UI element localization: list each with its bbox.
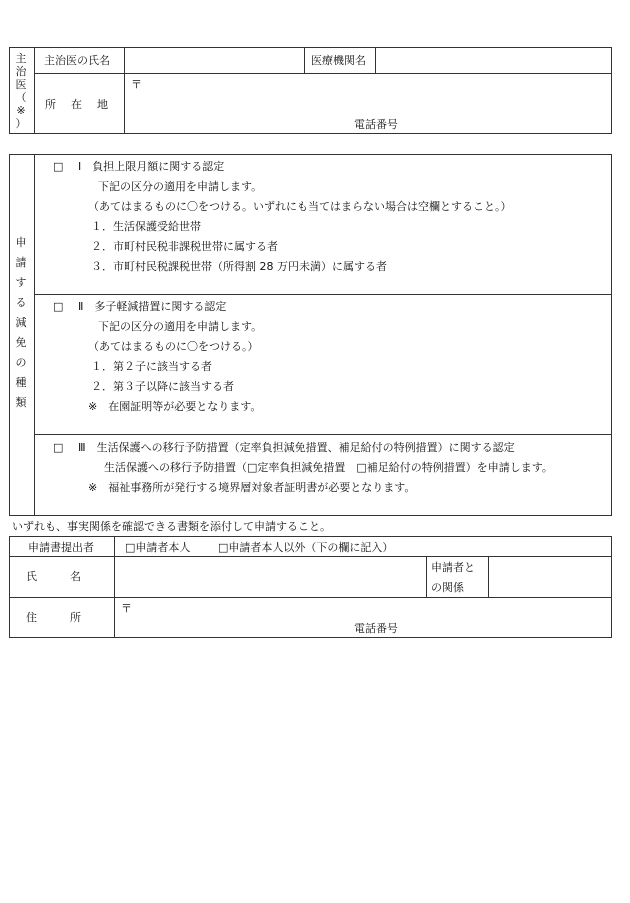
- relation-label-line1: 申請者と: [431, 561, 475, 574]
- cat3-heading: Ⅲ 生活保護への移行予防措置（定率負担減免措置、補足給付の特例措置）に関する認定: [78, 441, 515, 454]
- applicant-address-label: 住 所: [26, 611, 81, 624]
- applicant-address-field[interactable]: [116, 598, 611, 618]
- cat2-line2: （あてはまるものに〇をつける。）: [88, 340, 259, 353]
- doctor-address-field[interactable]: [126, 74, 611, 114]
- option-other[interactable]: □申請者本人以外（下の欄に記入）: [218, 541, 394, 554]
- cat1-checkbox[interactable]: □: [53, 160, 64, 173]
- reduction-row-divider-1: [34, 294, 612, 295]
- applicant-name-label: 氏 名: [26, 570, 81, 583]
- doctor-divider-2: [124, 47, 125, 134]
- cat1-heading: Ⅰ 負担上限月額に関する認定: [78, 160, 225, 173]
- doctor-divider-1: [34, 47, 35, 134]
- relation-label-line2: の関係: [431, 581, 464, 594]
- doctor-divider-3: [304, 47, 305, 73]
- cat1-line2: （あてはまるものに〇をつける。いずれにも当てはまらない場合は空欄とすること。）: [88, 200, 512, 213]
- cat2-item-2[interactable]: ２．第３子以降に該当する者: [91, 380, 234, 393]
- cat3-line1: 生活保護への移行予防措置（□定率負担減免措置 □補足給付の特例措置）を申請します。: [104, 461, 553, 474]
- doctor-section-label: 主 治 医 （ ※ ）: [15, 52, 27, 130]
- doctor-postal-mark: 〒: [131, 78, 142, 91]
- reduction-divider: [34, 154, 35, 516]
- cat1-item-3[interactable]: ３．市町村民税課税世帯（所得割 28 万円未満）に属する者: [91, 260, 387, 273]
- applicant-divider-2: [426, 556, 427, 597]
- applicant-name-field[interactable]: [116, 557, 425, 596]
- doctor-name-label: 主治医の氏名: [44, 54, 110, 67]
- reduction-row-divider-2: [34, 434, 612, 435]
- doctor-name-field[interactable]: [126, 48, 303, 72]
- cat3-checkbox[interactable]: □: [53, 441, 64, 454]
- doctor-divider-4: [375, 47, 376, 73]
- applicant-postal-mark: 〒: [121, 602, 132, 615]
- relation-field[interactable]: [490, 557, 611, 596]
- attachment-instruction: いずれも、事実関係を確認できる書類を添付して申請すること。: [12, 520, 331, 533]
- reduction-section-label: 申 請 す る 減 免 の 種 類: [15, 236, 27, 409]
- cat1-line1: 下記の区分の適用を申請します。: [98, 180, 263, 193]
- institution-field[interactable]: [377, 48, 611, 72]
- option-self[interactable]: □申請者本人: [125, 541, 191, 554]
- cat2-checkbox[interactable]: □: [53, 300, 64, 313]
- submitter-label: 申請書提出者: [28, 541, 94, 554]
- doctor-address-label: 所 在 地: [45, 98, 110, 111]
- doctor-phone-label: 電話番号: [354, 118, 398, 131]
- cat2-heading: Ⅱ 多子軽減措置に関する認定: [78, 300, 227, 313]
- cat3-note: ※ 福祉事務所が発行する境界層対象者証明書が必要となります。: [88, 481, 416, 494]
- cat2-note: ※ 在園証明等が必要となります。: [88, 400, 262, 413]
- cat2-line1: 下記の区分の適用を申請します。: [98, 320, 263, 333]
- cat2-item-1[interactable]: １．第２子に該当する者: [91, 360, 212, 373]
- cat1-item-2[interactable]: ２．市町村民税非課税世帯に属する者: [91, 240, 278, 253]
- applicant-divider-1: [114, 536, 115, 638]
- cat1-item-1[interactable]: １．生活保護受給世帯: [91, 220, 201, 233]
- applicant-phone-label: 電話番号: [354, 622, 398, 635]
- institution-label: 医療機関名: [311, 54, 366, 67]
- applicant-divider-3: [488, 556, 489, 597]
